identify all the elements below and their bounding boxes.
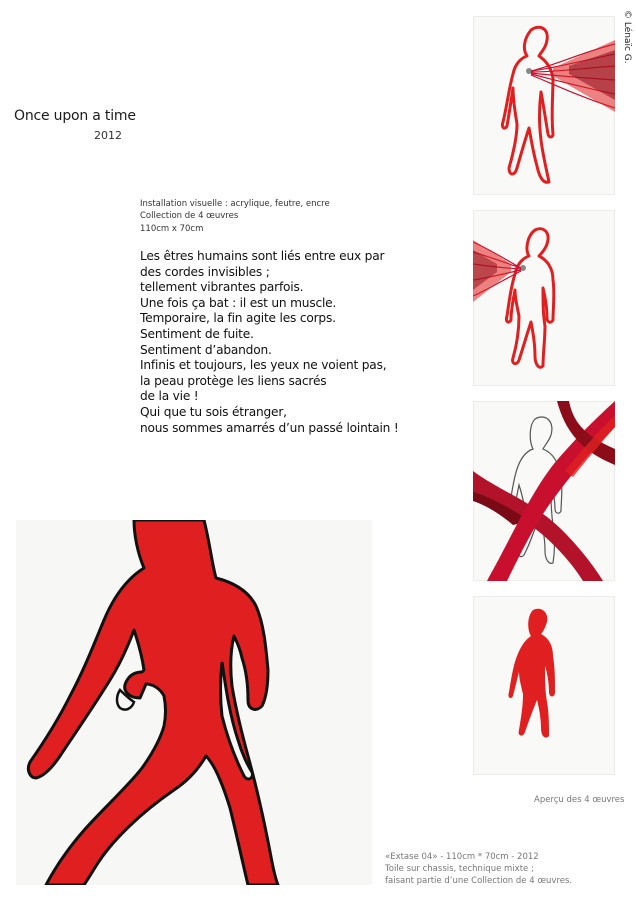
artwork-caption-title: «Extase 04» - 110cm * 70cm - 2012 [385,852,539,862]
poem-line: la peau protège les liens sacrés [140,373,327,388]
artwork-thumbnail-2 [473,210,615,386]
artwork-thumbnail-1 [473,16,615,195]
poem [140,249,399,436]
artwork-title: Once upon a time [14,108,136,124]
artwork-thumbnail-4 [473,596,615,775]
detail-technique: Installation visuelle : acrylique, feutre, encre [140,199,330,209]
poem-line: Une fois ça bat : il est un muscle. [140,295,337,310]
copyright-credit: © Lénaïc G. [622,10,632,64]
poem-line: Sentiment d’abandon. [140,342,272,357]
artwork-thumbnail-3 [473,401,615,581]
poem-line: tellement vibrantes parfois. [140,280,304,295]
poem-line: Qui que tu sois étranger, [140,404,287,419]
detail-collection: Collection de 4 œuvres [140,211,239,221]
poem-line: des cordes invisibles ; [140,264,270,279]
poem-line: nous sommes amarrés d’un passé lointain ! [140,420,399,435]
poem-line: Infinis et toujours, les yeux ne voient pas, [140,358,387,373]
artwork-detail-image [16,520,372,885]
preview-caption: Aperçu des 4 œuvres [534,795,625,805]
poem-line: Temporaire, la fin agite les corps. [140,311,336,326]
poem-line: de la vie ! [140,389,199,404]
poem-line: Sentiment de fuite. [140,326,254,341]
artwork-caption-collection: faisant partie d’une Collection de 4 œuvres. [385,876,573,886]
artwork-caption-technique: Toile sur chassis, technique mixte ; [385,864,534,874]
poem-line: Les êtres humains sont liés entre eux par [140,249,385,263]
artwork-year: 2012 [94,129,122,142]
detail-dimensions: 110cm x 70cm [140,224,204,234]
